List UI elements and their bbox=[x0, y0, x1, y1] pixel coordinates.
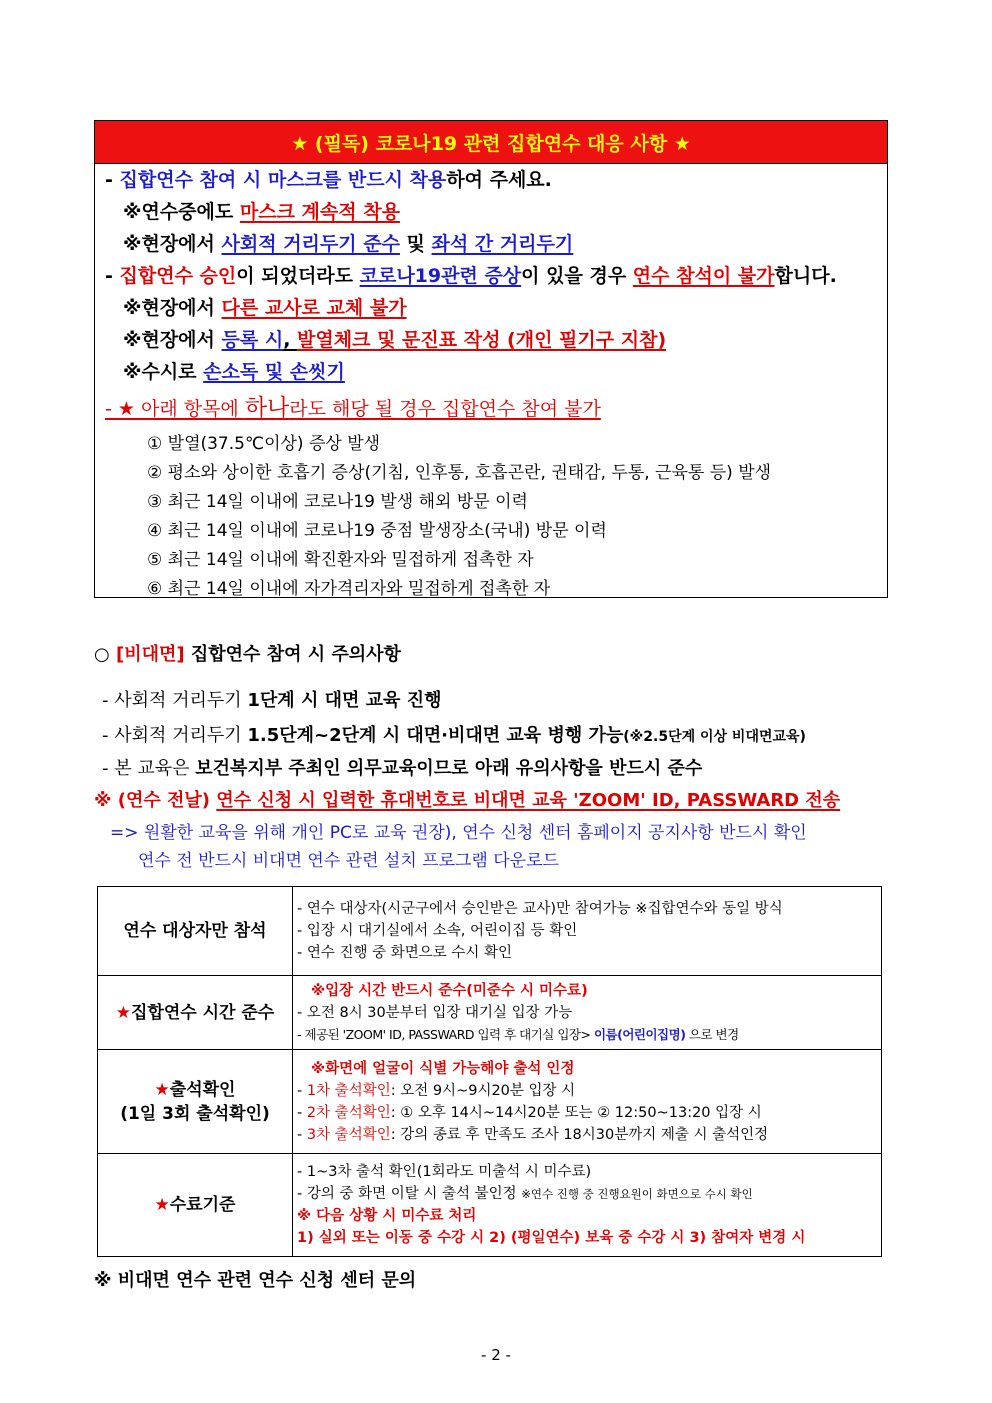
exclusion-item-1: ① 발열(37.5℃이상) 증상 발생 bbox=[147, 434, 381, 454]
exclusion-item-5: ⑤ 최근 14일 이내에 확진환자와 밀접하게 접촉한 자 bbox=[147, 550, 534, 570]
text-red: 집합연수 승인 bbox=[119, 265, 237, 287]
inquiry-note: ※ 비대면 연수 관련 연수 신청 센터 문의 bbox=[94, 1270, 417, 1291]
text-small: ※연수 진행 중 진행요원이 화면으로 수시 확인 bbox=[521, 1187, 753, 1201]
text: 집합연수 참여 시 주의사항 bbox=[184, 644, 401, 665]
bullet-pc-recommend: => 원활한 교육을 위해 개인 PC로 교육 권장), 연수 신청 센터 홈페이지 공지사항 반드시 확인 bbox=[110, 823, 807, 843]
star-icon: ★ bbox=[154, 1195, 170, 1215]
text-blue-underlined: 코로나19관련 증상 bbox=[359, 265, 522, 287]
text: 합니다. bbox=[774, 265, 837, 287]
text-red: 1차 출석확인 bbox=[306, 1082, 391, 1099]
row-label bbox=[98, 976, 293, 1050]
text-blue: 이름(어린이집명) bbox=[593, 1026, 686, 1042]
content-line: - 연수 대상자(시군구에서 승인받은 교사)만 참여가능 ※집합연수와 동일 방식 bbox=[297, 901, 783, 917]
text-bold: 1단계 시 대면 교육 진행 bbox=[247, 690, 442, 711]
text-red-large: 하나 bbox=[244, 395, 290, 421]
notice-line-mask-continuous bbox=[123, 197, 400, 224]
content-line bbox=[297, 1183, 881, 1205]
row-content bbox=[293, 976, 882, 1050]
text: - 강의 중 화면 이탈 시 출석 불인정 bbox=[297, 1186, 522, 1202]
text-blue-underlined: 사회적 거리두기 준수 bbox=[221, 233, 400, 255]
notice-line-registration bbox=[123, 325, 666, 352]
table-row bbox=[98, 1154, 882, 1257]
text: : 오전 9시~9시20분 입장 시 bbox=[390, 1082, 576, 1099]
text: (1일 3회 출석확인) bbox=[120, 1103, 270, 1124]
text-red: 2차 출석확인 bbox=[306, 1104, 391, 1121]
exclusion-item-2: ② 평소와 상이한 호흡기 증상(기침, 인후통, 호흡곤란, 권태감, 두통, 근육통 등) 발생 bbox=[147, 463, 772, 483]
text-bold: 1.5단계~2단계 시 대면·비대면 교육 병행 가능 bbox=[247, 725, 624, 746]
content-line bbox=[297, 1024, 881, 1046]
table-row bbox=[98, 887, 882, 976]
bullet-install-program: 연수 전 반드시 비대면 연수 관련 설치 프로그램 다운로드 bbox=[138, 851, 559, 871]
notice-line-mask bbox=[105, 165, 552, 192]
bullet-mandatory bbox=[102, 754, 702, 780]
text-blue-underlined: 손소독 및 손씻기 bbox=[203, 361, 345, 383]
text-red-underlined: 발열체크 및 문진표 작성 (개인 필기구 지참) bbox=[297, 329, 667, 351]
notice-line-symptoms bbox=[105, 261, 837, 288]
exclusion-item-4: ④ 최근 14일 이내에 코로나19 중점 발생장소(국내) 방문 이력 bbox=[147, 521, 607, 541]
text: ※수시로 bbox=[123, 361, 204, 383]
notice-line-hygiene bbox=[123, 357, 345, 384]
star-icon: ★ bbox=[154, 1079, 170, 1100]
text: - 본 교육은 bbox=[102, 758, 196, 779]
text: ※현장에서 bbox=[123, 329, 222, 351]
text: 하여 주세요. bbox=[446, 169, 552, 191]
text: - 사회적 거리두기 bbox=[102, 690, 248, 711]
notice-line-exclusion bbox=[105, 389, 601, 422]
text-blue-underlined: 등록 시 bbox=[221, 329, 284, 351]
content-line bbox=[297, 1080, 881, 1102]
content-line: ※화면에 얼굴이 식별 가능해야 출석 인정 bbox=[311, 1060, 575, 1077]
text: 집합연수 시간 준수 bbox=[131, 1002, 275, 1023]
row-content bbox=[293, 1154, 882, 1257]
bullet-step1 bbox=[102, 686, 441, 712]
text: - bbox=[297, 1126, 307, 1143]
notice-line-distancing bbox=[123, 229, 573, 256]
text-red-underlined: 마스크 계속적 착용 bbox=[239, 201, 400, 223]
text: 출석확인 bbox=[169, 1079, 236, 1100]
content-line: - 입장 시 대기실에서 소속, 어린이집 등 확인 bbox=[297, 923, 578, 939]
text: - bbox=[297, 1082, 307, 1099]
text-small: (※2.5단계 이상 비대면교육) bbox=[623, 729, 806, 745]
content-line: 1) 실외 또는 이동 중 수강 시 2) (평일연수) 보육 중 수강 시 3) 참여자 변경 시 bbox=[297, 1230, 806, 1246]
text-red-underlined: 다른 교사로 교체 불가 bbox=[221, 297, 407, 319]
row-label bbox=[98, 887, 293, 976]
text: 수료기준 bbox=[169, 1195, 236, 1215]
content-line: - 연수 진행 중 화면으로 수시 확인 bbox=[297, 945, 512, 961]
text-red-underlined: 연수 신청 시 입력한 휴대번호로 비대면 교육 'ZOOM' ID, PASSWARD 전송 bbox=[216, 790, 841, 811]
content-line: ※입장 시간 반드시 준수(미준수 시 미수료) bbox=[311, 982, 588, 999]
covid-notice-box bbox=[94, 120, 888, 598]
exclusion-item-6: ⑥ 최근 14일 이내에 자가격리자와 밀접하게 접촉한 자 bbox=[147, 579, 551, 599]
text: ※현장에서 bbox=[123, 233, 222, 255]
text: 으로 변경 bbox=[685, 1026, 739, 1042]
text: : 강의 종료 후 만족도 조사 18시30분까지 제출 시 출석인정 bbox=[390, 1126, 769, 1143]
row-content bbox=[293, 887, 882, 976]
online-training-rules-table bbox=[97, 886, 882, 1257]
text-red: 3차 출석확인 bbox=[306, 1126, 391, 1143]
text-red-underlined: 연수 참석이 불가 bbox=[632, 265, 775, 287]
text: - bbox=[105, 265, 120, 287]
text: ※현장에서 bbox=[123, 297, 222, 319]
row-label bbox=[98, 1154, 293, 1257]
content-line: - 오전 8시 30분부터 입장 대기실 입장 가능 bbox=[297, 1004, 573, 1021]
table-row bbox=[98, 976, 882, 1050]
content-line: - 1~3차 출석 확인(1회라도 미출석 시 미수료) bbox=[297, 1164, 592, 1180]
notice-line-no-substitute bbox=[123, 293, 407, 320]
text-red-underlined: 라도 해당 될 경우 집합연수 참여 불가 bbox=[289, 398, 601, 420]
text: , bbox=[283, 329, 298, 351]
row-label bbox=[98, 1050, 293, 1154]
text-bold: 보건복지부 주최인 의무교육이므로 아래 유의사항을 반드시 준수 bbox=[195, 758, 703, 779]
text: 연수 대상자만 참석 bbox=[123, 921, 267, 941]
text: - 제공된 'ZOOM' ID, PASSWARD 입력 후 대기실 입장> bbox=[297, 1026, 594, 1042]
text-red-underlined: - ★ 아래 항목에 bbox=[105, 398, 245, 420]
table-row bbox=[98, 1050, 882, 1154]
content-line bbox=[297, 1124, 881, 1146]
bullet-step2 bbox=[102, 721, 806, 747]
text: 이 있을 경우 bbox=[521, 265, 633, 287]
content-line: ※ 다음 상황 시 미수료 처리 bbox=[297, 1208, 477, 1224]
text-red: ※ (연수 전날) bbox=[94, 790, 217, 811]
text: - 사회적 거리두기 bbox=[102, 725, 248, 746]
text: - bbox=[297, 1104, 307, 1121]
text-blue: 집합연수 참여 시 마스크를 반드시 착용 bbox=[119, 169, 447, 191]
text: ※연수중에도 bbox=[123, 201, 240, 223]
content-line bbox=[297, 1102, 881, 1124]
section-heading bbox=[94, 640, 401, 666]
text: : ① 오후 14시~14시20분 또는 ② 12:50~13:20 입장 시 bbox=[390, 1104, 762, 1121]
text: 이 되었더라도 bbox=[236, 265, 360, 287]
text-red: [비대면] bbox=[115, 644, 185, 665]
text-blue-underlined: 좌석 간 거리두기 bbox=[431, 233, 574, 255]
page-number: - 2 - bbox=[481, 1346, 511, 1364]
text: ○ bbox=[94, 644, 116, 665]
bullet-zoom-notice bbox=[94, 786, 840, 812]
notice-title: ★ (필독) 코로나19 관련 집합연수 대응 사항 ★ bbox=[95, 121, 887, 164]
star-icon: ★ bbox=[115, 1002, 132, 1023]
text: 및 bbox=[399, 233, 432, 255]
text: - bbox=[105, 169, 120, 191]
exclusion-item-3: ③ 최근 14일 이내에 코로나19 발생 해외 방문 이력 bbox=[147, 492, 528, 512]
row-content bbox=[293, 1050, 882, 1154]
